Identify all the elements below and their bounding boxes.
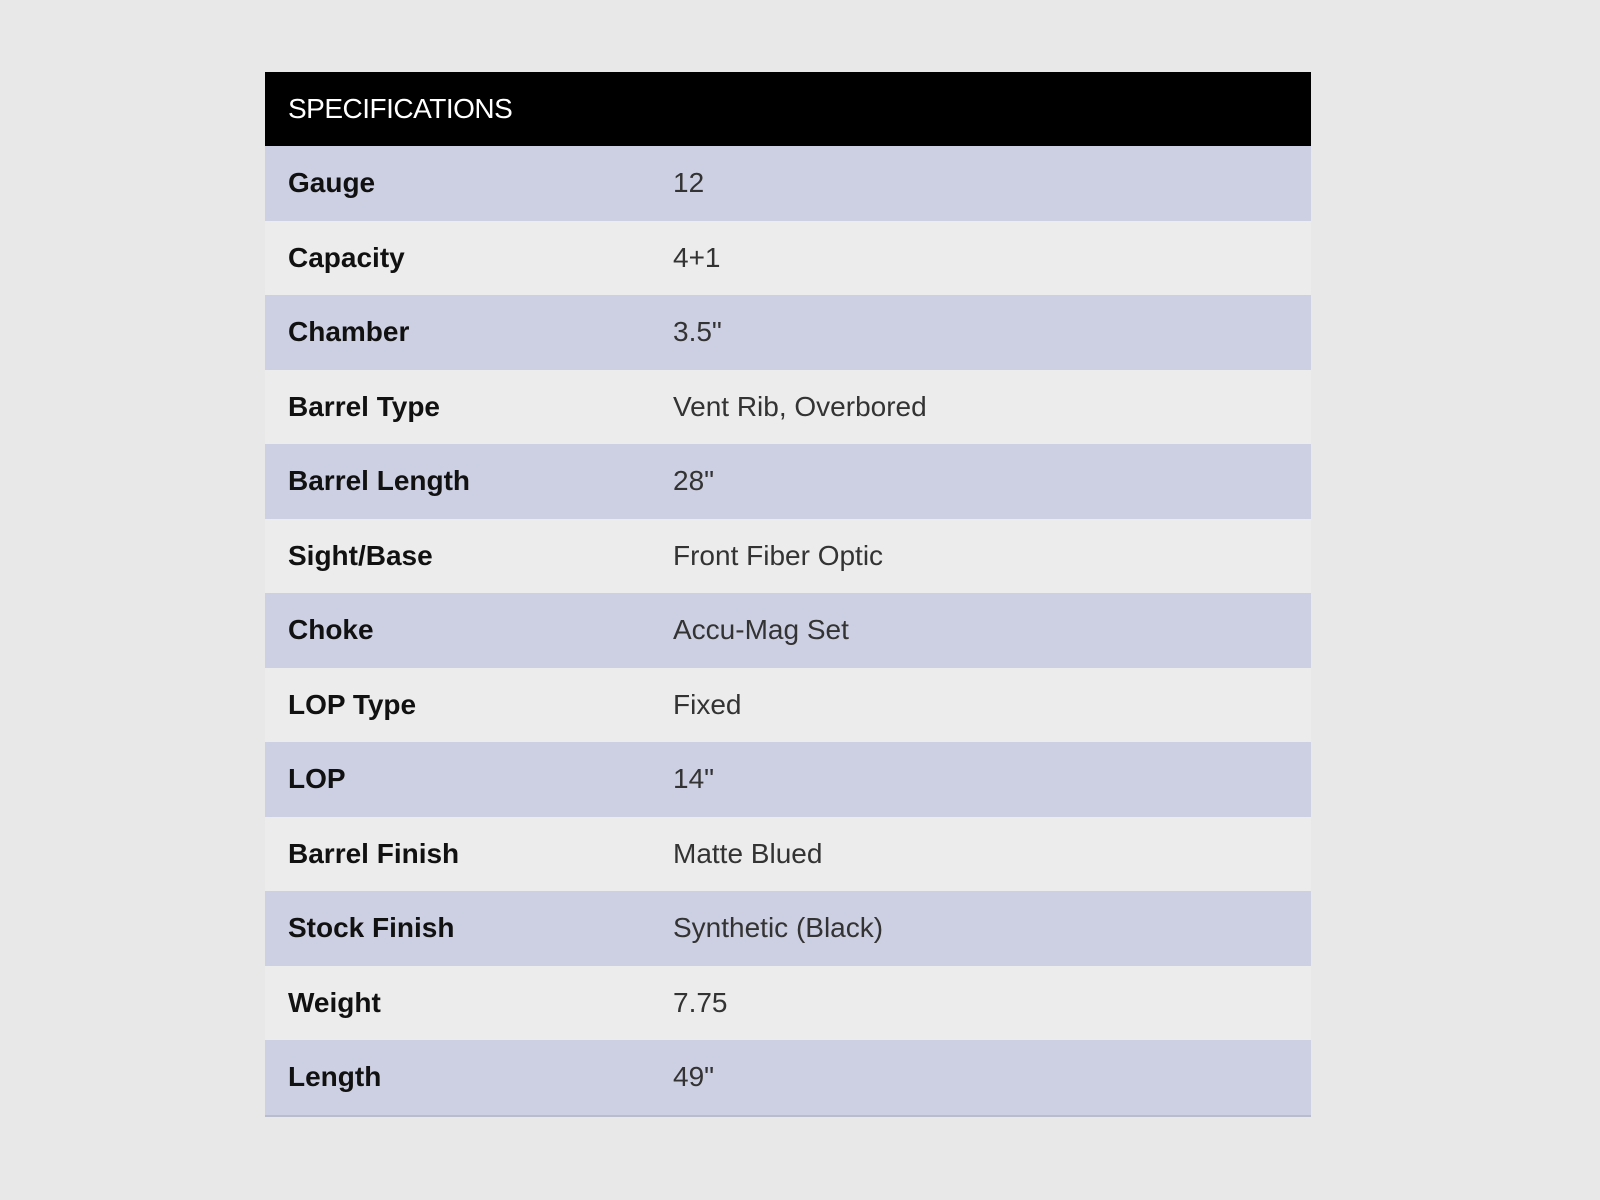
spec-row-lop-type: [265, 668, 1311, 743]
spec-value: 4+1: [673, 241, 721, 273]
spec-label: Chamber: [288, 316, 410, 348]
spec-value: Matte Blued: [673, 837, 823, 869]
specifications-table: [265, 72, 1311, 1117]
spec-label: Capacity: [288, 241, 405, 273]
spec-row-weight: [265, 966, 1311, 1041]
spec-label: Barrel Finish: [288, 837, 460, 869]
spec-value: Synthetic (Black): [673, 912, 884, 944]
spec-value: 14": [673, 763, 715, 795]
spec-value: Accu-Mag Set: [673, 614, 849, 646]
spec-row-barrel-length: [265, 444, 1311, 519]
spec-value: 49": [673, 1061, 715, 1093]
spec-row-barrel-finish: [265, 817, 1311, 892]
spec-value: 3.5": [673, 316, 722, 348]
spec-label: Weight: [288, 986, 381, 1018]
spec-value: Fixed: [673, 688, 742, 720]
spec-label: Barrel Length: [288, 465, 471, 497]
spec-row-lop: [265, 742, 1311, 817]
spec-label: Sight/Base: [288, 539, 433, 571]
spec-value: Vent Rib, Overbored: [673, 390, 927, 422]
spec-value: 12: [673, 167, 705, 199]
spec-label: LOP Type: [288, 688, 417, 720]
spec-label: LOP: [288, 763, 346, 795]
spec-value: Front Fiber Optic: [673, 539, 884, 571]
spec-row-chamber: [265, 295, 1311, 370]
spec-label: Gauge: [288, 167, 376, 199]
table-bottom-border: [265, 1115, 1311, 1117]
spec-row-choke: [265, 593, 1311, 668]
specifications-header: SPECIFICATIONS: [265, 72, 1311, 146]
spec-row-capacity: [265, 221, 1311, 296]
spec-label: Choke: [288, 614, 374, 646]
spec-row-gauge: [265, 146, 1311, 221]
spec-label: Stock Finish: [288, 912, 455, 944]
spec-row-barrel-type: [265, 370, 1311, 445]
spec-label: Length: [288, 1061, 382, 1093]
spec-value: 28": [673, 465, 715, 497]
spec-row-sight-base: [265, 519, 1311, 594]
spec-row-stock-finish: [265, 891, 1311, 966]
spec-value: 7.75: [673, 986, 728, 1018]
spec-row-length: [265, 1040, 1311, 1115]
spec-label: Barrel Type: [288, 390, 440, 422]
